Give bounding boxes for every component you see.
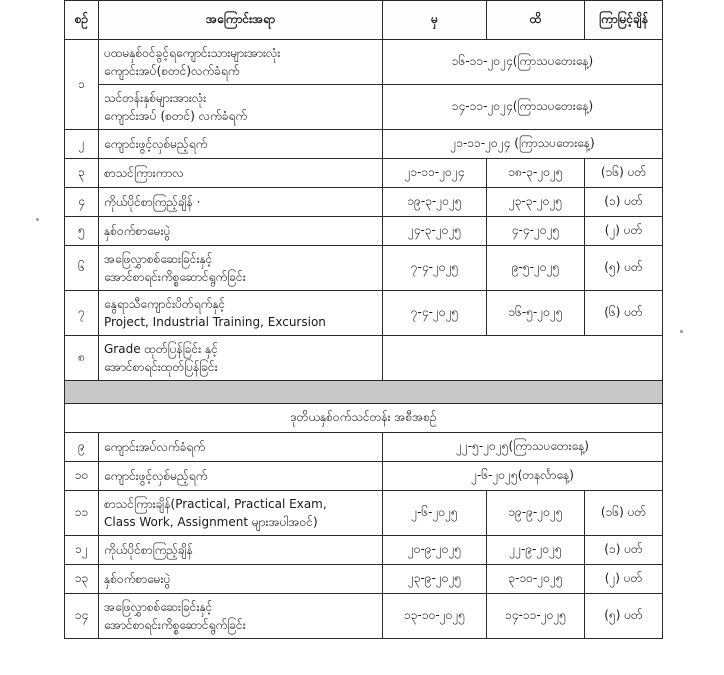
- from-date-cell: ၂၀-၉-၂၀၂၅: [383, 536, 487, 565]
- activity-cell: ကိုယ်ပိုင်စာကြည့်ချိန်: [99, 536, 383, 565]
- from-date-cell: ၂၁-၁၁-၂၀၂၄: [383, 159, 487, 188]
- row-number: ၉: [65, 433, 99, 462]
- activity-cell: [99, 491, 383, 536]
- activity-line: ပထမနှစ်ဝင်ခွင့်ရကျောင်းသားများအားလုံး: [104, 46, 281, 60]
- row-number: ၄: [65, 188, 99, 217]
- row-number: ၅: [65, 217, 99, 246]
- from-date-cell: ၂-၆-၂၀၂၅: [383, 491, 487, 536]
- activity-cell: [99, 594, 383, 639]
- col-from-header: မှ: [383, 1, 487, 40]
- activity-line: Project, Industrial Training, Excursion: [104, 315, 326, 329]
- separator-cell: [65, 381, 663, 404]
- activity-cell: [99, 40, 383, 85]
- row-number: ၁၀: [65, 462, 99, 491]
- scan-speck: [36, 218, 39, 221]
- activity-line: နွေရာသီကျောင်းပိတ်ရက်နှင့်: [104, 297, 226, 311]
- to-date-cell: ၁၄-၁၁-၂၀၂၅: [487, 594, 585, 639]
- row-number: ၆: [65, 246, 99, 291]
- activity-cell: နှစ်ဝက်စာမေးပွဲ: [99, 217, 383, 246]
- activity-cell: [99, 291, 383, 336]
- duration-cell: (၂) ပတ်: [585, 217, 663, 246]
- section-separator: [65, 381, 663, 404]
- to-date-cell: ၄-၄-၂၀၂၅: [487, 217, 585, 246]
- to-date-cell: ၁၉-၉-၂၀၂၅: [487, 491, 585, 536]
- date-cell: ၁၄-၁၁-၂၀၂၄(ကြာသပတေးနေ့): [383, 85, 663, 130]
- from-date-cell: ၁၉-၃-၂၀၂၅: [383, 188, 487, 217]
- to-date-cell: ၁၈-၃-၂၀၂၅: [487, 159, 585, 188]
- duration-cell: (၂) ပတ်: [585, 565, 663, 594]
- col-to-header: ထိ: [487, 1, 585, 40]
- table-row: [65, 40, 663, 85]
- to-date-cell: ၂၂-၉-၂၀၂၅: [487, 536, 585, 565]
- row-number: ၈: [65, 336, 99, 381]
- date-cell: ၂၂-၅-၂၀၂၅(ကြာသပတေးနေ့): [383, 433, 663, 462]
- date-cell: ၂-၆-၂၀၂၅(တနင်္လာနေ့): [383, 462, 663, 491]
- row-number: ၁၄: [65, 594, 99, 639]
- row-number: ၁၁: [65, 491, 99, 536]
- row-number: ၂: [65, 130, 99, 159]
- col-no-header: စဉ်: [65, 1, 99, 40]
- from-date-cell: ၁၃-၁၀-၂၀၂၅: [383, 594, 487, 639]
- activity-line: ကျောင်းအပ်(စတင်)လက်ခံရက်: [104, 64, 240, 78]
- activity-cell: နှစ်ဝက်စာမေးပွဲ: [99, 565, 383, 594]
- table-row: [65, 433, 663, 462]
- duration-cell: (၆) ပတ်: [585, 291, 663, 336]
- duration-cell: (၅) ပတ်: [585, 594, 663, 639]
- table-row: [65, 159, 663, 188]
- activity-cell: [99, 85, 383, 130]
- header-row: [65, 1, 663, 40]
- table-row: [65, 565, 663, 594]
- table-row: [65, 246, 663, 291]
- duration-cell: (၅) ပတ်: [585, 246, 663, 291]
- table-row: [65, 594, 663, 639]
- activity-line: အောင်စာရင်းထုတ်ပြန်ခြင်း: [104, 360, 218, 374]
- activity-line: သင်တန်းနှစ်များအားလုံး: [104, 91, 207, 105]
- activity-line: Grade ထုတ်ပြန်ခြင်း နှင့်: [104, 342, 218, 356]
- activity-cell: [99, 246, 383, 291]
- to-date-cell: ၂၃-၃-၂၀၂၅: [487, 188, 585, 217]
- col-activity-header: အကြောင်းအရာ: [99, 1, 383, 40]
- activity-line: အဖြေလွှာစစ်ဆေးခြင်းနှင့်: [104, 600, 213, 614]
- activity-cell: ကိုယ်ပိုင်စာကြည့်ချိန် ·: [99, 188, 383, 217]
- activity-cell: ကျောင်းဖွင့်လှစ်မည့်ရက်: [99, 462, 383, 491]
- to-date-cell: ၃-၁၀-၂၀၂၅: [487, 565, 585, 594]
- date-cell: ၂၁-၁၁-၂၀၂၄ (ကြာသပတေးနေ့): [383, 130, 663, 159]
- activity-line: အောင်စာရင်းကိစ္စဆောင်ရွက်ခြင်း: [104, 270, 246, 284]
- activity-line: အဖြေလွှာစစ်ဆေးခြင်းနှင့်: [104, 252, 213, 266]
- row-number: ၁: [65, 40, 99, 130]
- row-number: ၁၃: [65, 565, 99, 594]
- duration-cell: (၁) ပတ်: [585, 536, 663, 565]
- from-date-cell: ၇-၄-၂၀၂၅: [383, 246, 487, 291]
- table-row: [65, 491, 663, 536]
- table-row: [65, 130, 663, 159]
- row-number: ၃: [65, 159, 99, 188]
- duration-cell: (၁၆) ပတ်: [585, 159, 663, 188]
- empty-date-cell: [383, 336, 663, 381]
- activity-cell: [99, 336, 383, 381]
- to-date-cell: ၉-၅-၂၀၂၅: [487, 246, 585, 291]
- section-title: ဒုတိယနှစ်ဝက်သင်တန်း အစီအစဉ်: [65, 404, 663, 433]
- table-row: [65, 536, 663, 565]
- scan-speck: [680, 330, 683, 333]
- academic-calendar-table: [64, 0, 663, 639]
- from-date-cell: ၂၃-၉-၂၀၂၅: [383, 565, 487, 594]
- activity-line: စာသင်ကြားချိန်(Practical, Practical Exam,: [104, 497, 327, 511]
- row-number: ၇: [65, 291, 99, 336]
- table-row: [65, 217, 663, 246]
- from-date-cell: ၇-၄-၂၀၂၅: [383, 291, 487, 336]
- col-duration-header: ကြာမြင့်ချိန်: [585, 1, 663, 40]
- activity-line: ကျောင်းအပ် (စတင်) လက်ခံရက်: [104, 109, 248, 123]
- activity-line: Class Work, Assignment များအပါအဝင်): [104, 515, 318, 529]
- table-row: [65, 462, 663, 491]
- duration-cell: (၁) ပတ်: [585, 188, 663, 217]
- row-number: ၁၂: [65, 536, 99, 565]
- table-row: [65, 85, 663, 130]
- section-title-row: [65, 404, 663, 433]
- from-date-cell: ၂၄-၃-၂၀၂၅: [383, 217, 487, 246]
- activity-line: အောင်စာရင်းကိစ္စဆောင်ရွက်ခြင်း: [104, 618, 246, 632]
- table-row: [65, 188, 663, 217]
- activity-cell: ကျောင်းဖွင့်လှစ်မည့်ရက်: [99, 130, 383, 159]
- table-row: [65, 291, 663, 336]
- date-cell: ၁၆-၁၁-၂၀၂၄(ကြာသပတေးနေ့): [383, 40, 663, 85]
- activity-cell: ကျောင်းအပ်လက်ခံရက်: [99, 433, 383, 462]
- duration-cell: (၁၆) ပတ်: [585, 491, 663, 536]
- to-date-cell: ၁၆-၅-၂၀၂၅: [487, 291, 585, 336]
- activity-cell: စာသင်ကြားကာလ: [99, 159, 383, 188]
- table-row: [65, 336, 663, 381]
